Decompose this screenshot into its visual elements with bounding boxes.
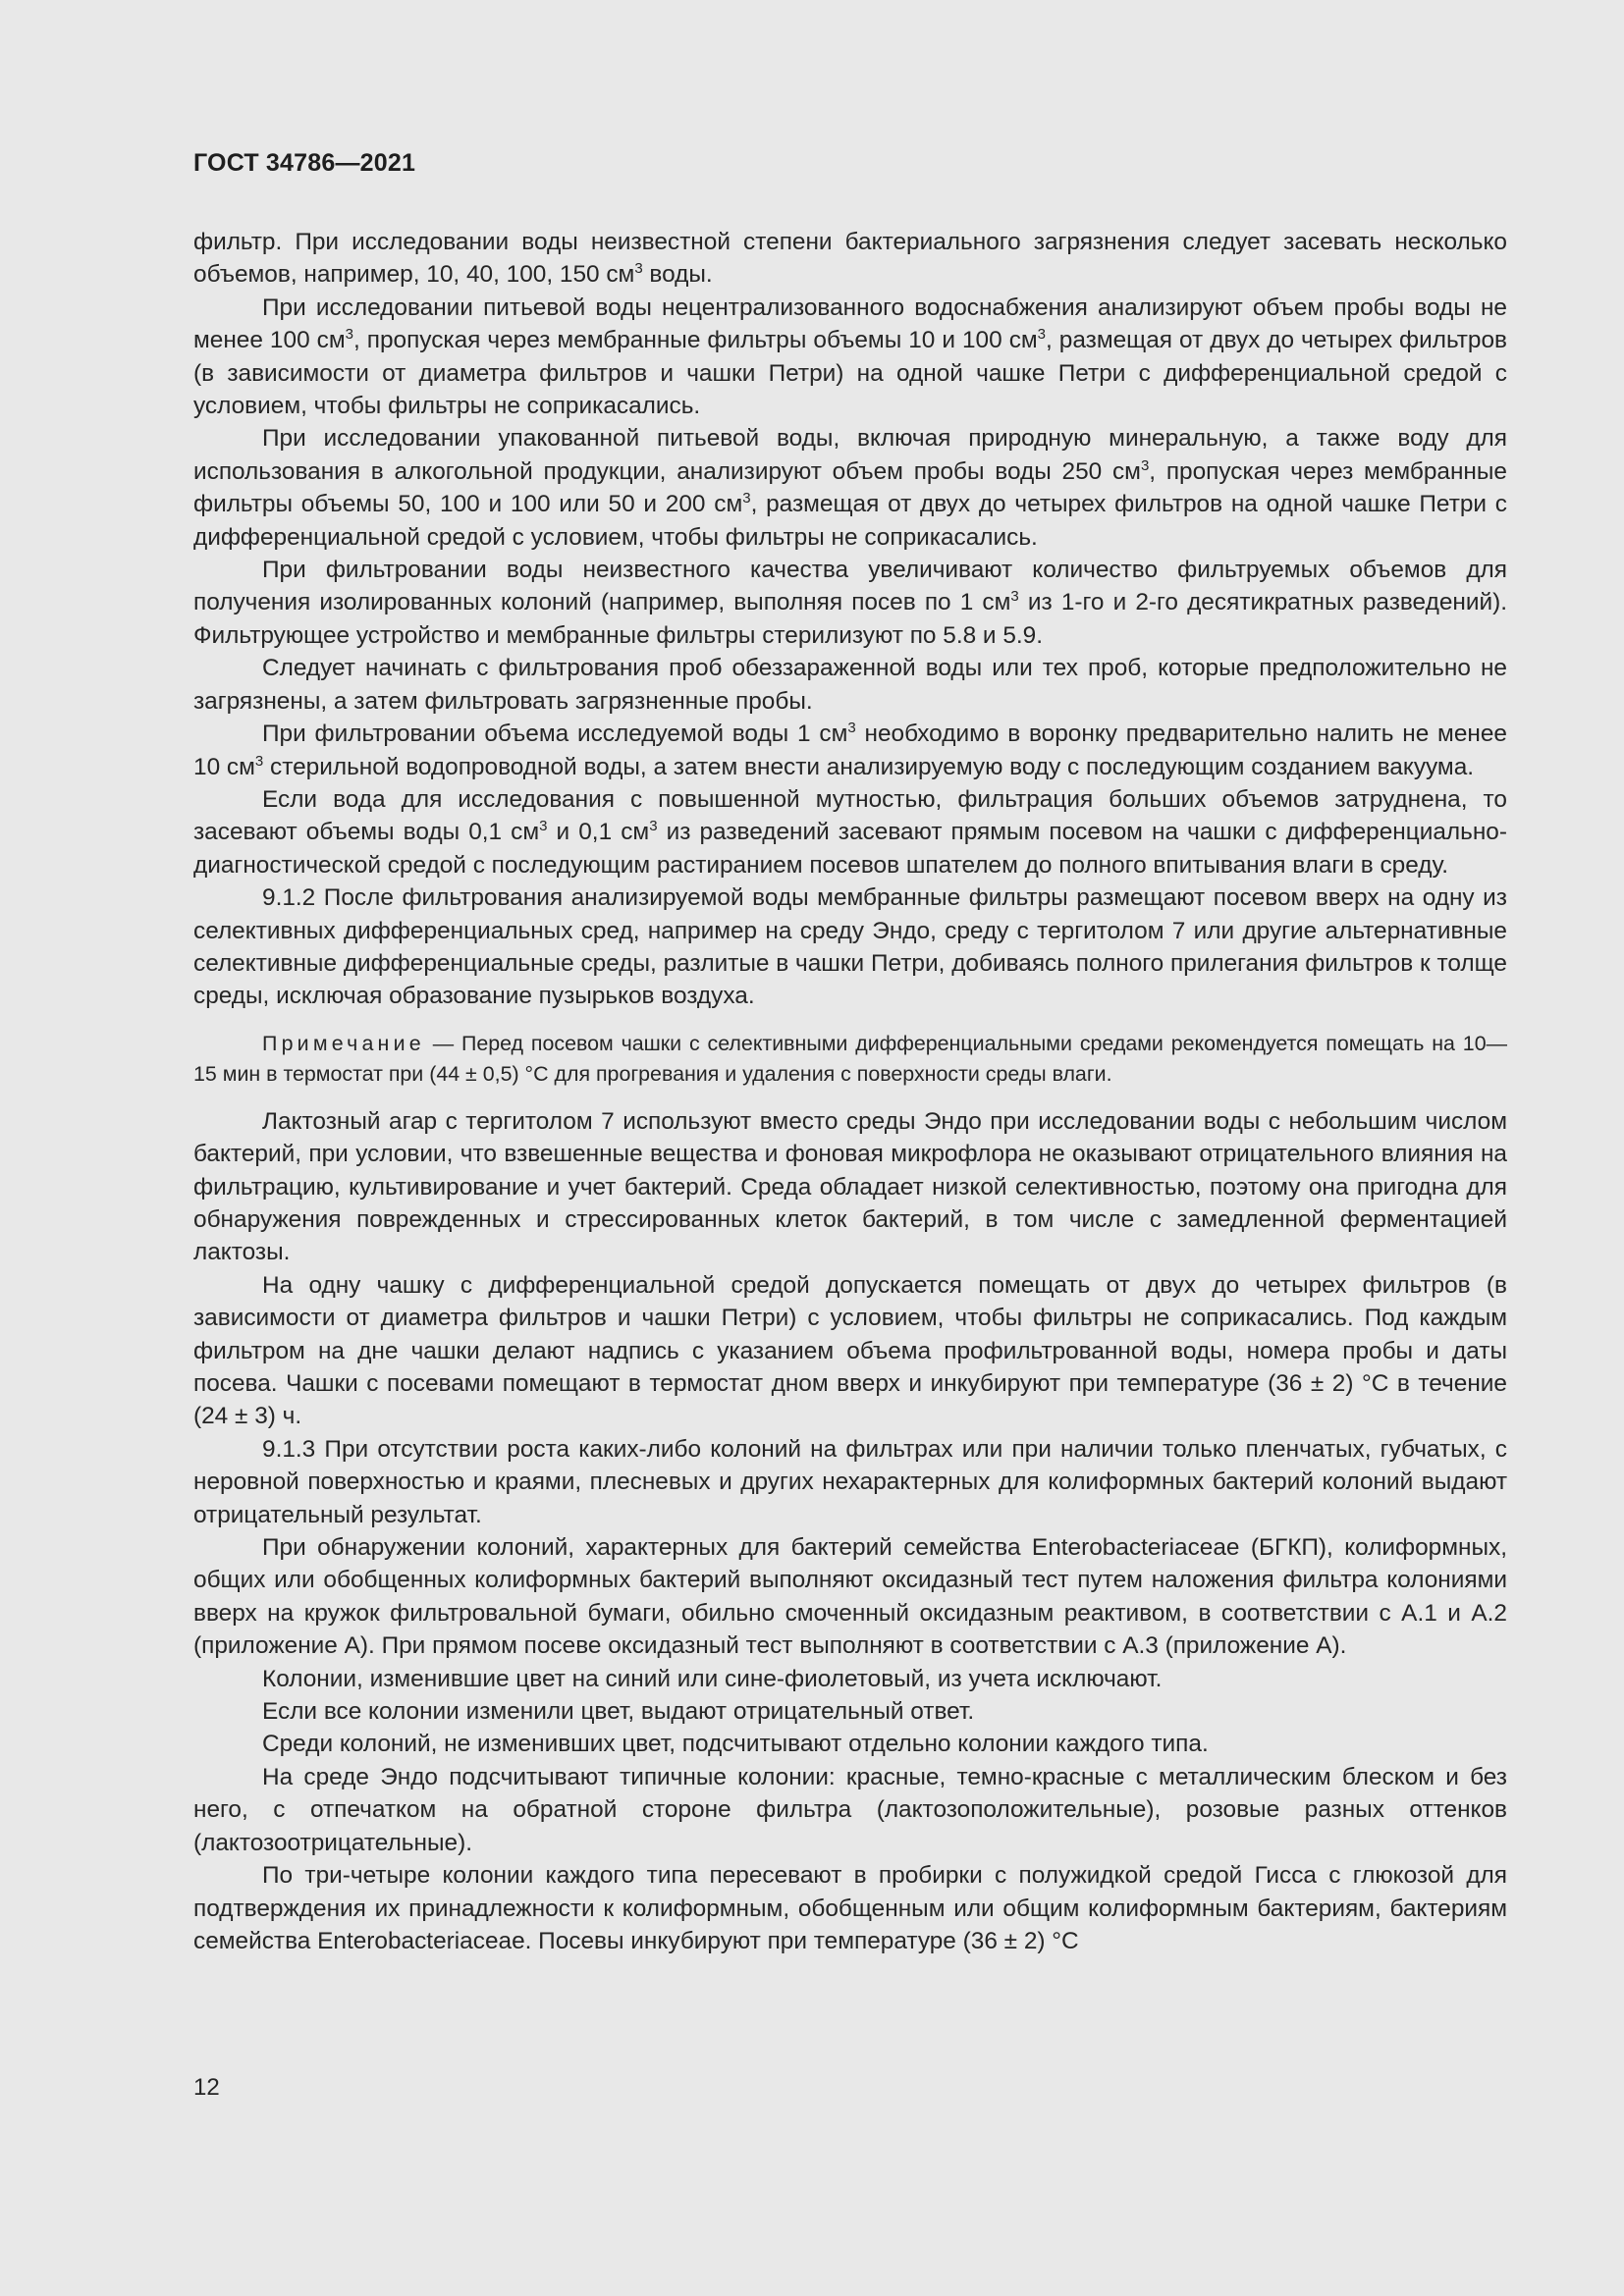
document-body: [193, 226, 1507, 1957]
superscript: 3: [345, 326, 353, 344]
paragraph: По три-четыре колонии каждого типа пересевают в пробирки с полужидкой средой Гисса с глюкозой для подтверждения их принадлежности к колиформным, обобщенным или общим колиформным бактериям, бактериям семейства Enterobacteriaceae. Посевы инкубируют при температуре (36 ± 2) °С: [193, 1862, 1507, 1954]
superscript: 3: [634, 260, 643, 278]
document-header: ГОСТ 34786—2021: [193, 149, 416, 177]
paragraph: фильтр. При исследовании воды неизвестной степени бактериального загрязнения следует засевать несколько объемов, например, 10, 40, 100, 150 $см^3$ воды.: [193, 229, 1507, 289]
superscript: 3: [649, 818, 658, 835]
superscript: 3: [1037, 326, 1047, 344]
superscript: 3: [254, 752, 264, 770]
paragraph: При обнаружении колоний, характерных для бактерий семейства Enterobacteriaceae (БГКП), колиформных, общих или обобщенных колиформных бактерий выполняют оксидазный тест путем наложения фильтра колониями вверх на кружок фильтровальной бумаги, обильно смоченный оксидазным реактивом, в соответствии с А.1 и А.2 (приложение А). При прямом посеве оксидазный тест выполняют в соответствии с А.3 (приложение А).: [193, 1534, 1507, 1660]
paragraph: Колонии, изменившие цвет на синий или сине-фиолетовый, из учета исключают.: [262, 1665, 1163, 1692]
paragraph: Среди колоний, не изменивших цвет, подсчитывают отдельно колонии каждого типа.: [262, 1731, 1209, 1758]
paragraph: На среде Эндо подсчитывают типичные колонии: красные, темно-красные с металлическим блеском и без него, с отпечатком на обратной стороне фильтра (лактозоположительные), розовые разных оттенков (лактозоотрицательные).: [193, 1763, 1507, 1856]
paragraph: На одну чашку с дифференциальной средой допускается помещать от двух до четырех фильтров (в зависимости от диаметра фильтров и чашки Петри) с условием, чтобы фильтры не соприкасались. Под каждым фильтром на дне чашки делают надпись с указанием объема профильтрованной воды, номера пробы и даты посева. Чашки с посевами помещают в термостат дном вверх и инкубируют при температуре (36 ± 2) °С в течение (24 ± 3) ч.: [193, 1271, 1507, 1430]
paragraph: Лактозный агар с тергитолом 7 используют вместо среды Эндо при исследовании воды с небольшим числом бактерий, при условии, что взвешенные вещества и фоновая микрофлора не оказывают отрицательного влияния на фильтрацию, культивирование и учет бактерий. Среда обладает низкой селективностью, поэтому она пригодна для обнаружения поврежденных и стрессированных клеток бактерий, в том числе с замедленной ферментацией лактозы.: [193, 1107, 1507, 1266]
page-number: 12: [193, 2074, 220, 2101]
paragraph: При фильтровании воды неизвестного качества увеличивают количество фильтруемых объемов для получения изолированных колоний (например, выполняя посев по 1 $см^3$ из 1-го и 2-го десятикратных разведений). Фильтрующее устройство и мембранные фильтры стерилизуют по 5.8 и 5.9.: [193, 557, 1508, 649]
paragraph: Если вода для исследования с повышенной мутностью, фильтрация больших объемов затруднена, то засевают объемы воды 0,1 $см^3$ и 0,1 $см^3$ из разведений засевают прямым посевом на чашки с дифференциально-диагностической средой с последующим растиранием посевов шпателем до полного впитывания влаги в среду.: [193, 785, 1507, 879]
superscript: 3: [847, 720, 856, 737]
paragraph: Если все колонии изменили цвет, выдают отрицательный ответ.: [262, 1698, 975, 1726]
superscript: 3: [1140, 456, 1150, 474]
paragraph: При исследовании питьевой воды нецентрализованного водоснабжения анализируют объем пробы воды не менее 100 $см^3$, пропуская через мембранные фильтры объемы 10 и 100 $см^3$, размещая от двух до четырех фильтров (в зависимости от диаметра фильтров и чашки Петри) на одной чашке Петри с дифференциальной средой с условием, чтобы фильтры не соприкасались.: [193, 294, 1508, 420]
paragraph: При исследовании упакованной питьевой воды, включая природную минеральную, а также воду для использования в алкогольной продукции, анализируют объем пробы воды 250 $см^3$, пропуская через мембранные фильтры объемы 50, 100 и 100 или 50 и 200 $см^3$, размещая от двух до четырех фильтров на одной чашке Петри с дифференциальной средой с условием, чтобы фильтры не соприкасались.: [193, 425, 1508, 551]
paragraph: При фильтровании объема исследуемой воды 1 $см^3$ необходимо в воронку предварительно налить не менее 10 $см^3$ стерильной водопроводной воды, а затем внести анализируемую воду с последующим созданием вакуума.: [193, 720, 1507, 780]
superscript: 3: [742, 490, 751, 507]
note: [193, 1029, 1507, 1090]
superscript: 3: [539, 818, 548, 835]
section-9-1-3: 9.1.3 При отсутствии роста каких-либо колоний на фильтрах или при наличии только пленчатых, губчатых, с неровной поверхностью и краями, плесневых и других нехарактерных для колиформных бактерий колоний выдают отрицательный результат.: [193, 1435, 1507, 1528]
note-text: — Перед посевом чашки с селективными дифференциальными средами рекомендуется помещать на 10—15 мин в термостат при (44 ± 0,5) °С для прогревания и удаления с поверхности среды влаги.: [193, 1031, 1507, 1086]
paragraph: Следует начинать с фильтрования проб обеззараженной воды или тех проб, которые предположительно не загрязнены, а затем фильтровать загрязненные пробы.: [193, 655, 1507, 715]
section-9-1-2: 9.1.2 После фильтрования анализируемой воды мембранные фильтры размещают посевом вверх на одну из селективных дифференциальных сред, например на среду Эндо, среду с тергитолом 7 или другие альтернативные селективные дифференциальные среды, разлитые в чашки Петри, добиваясь полного прилегания фильтров к толще среды, исключая образование пузырьков воздуха.: [193, 884, 1507, 1010]
superscript: 3: [1010, 588, 1019, 606]
note-label: Примечание: [262, 1031, 425, 1055]
